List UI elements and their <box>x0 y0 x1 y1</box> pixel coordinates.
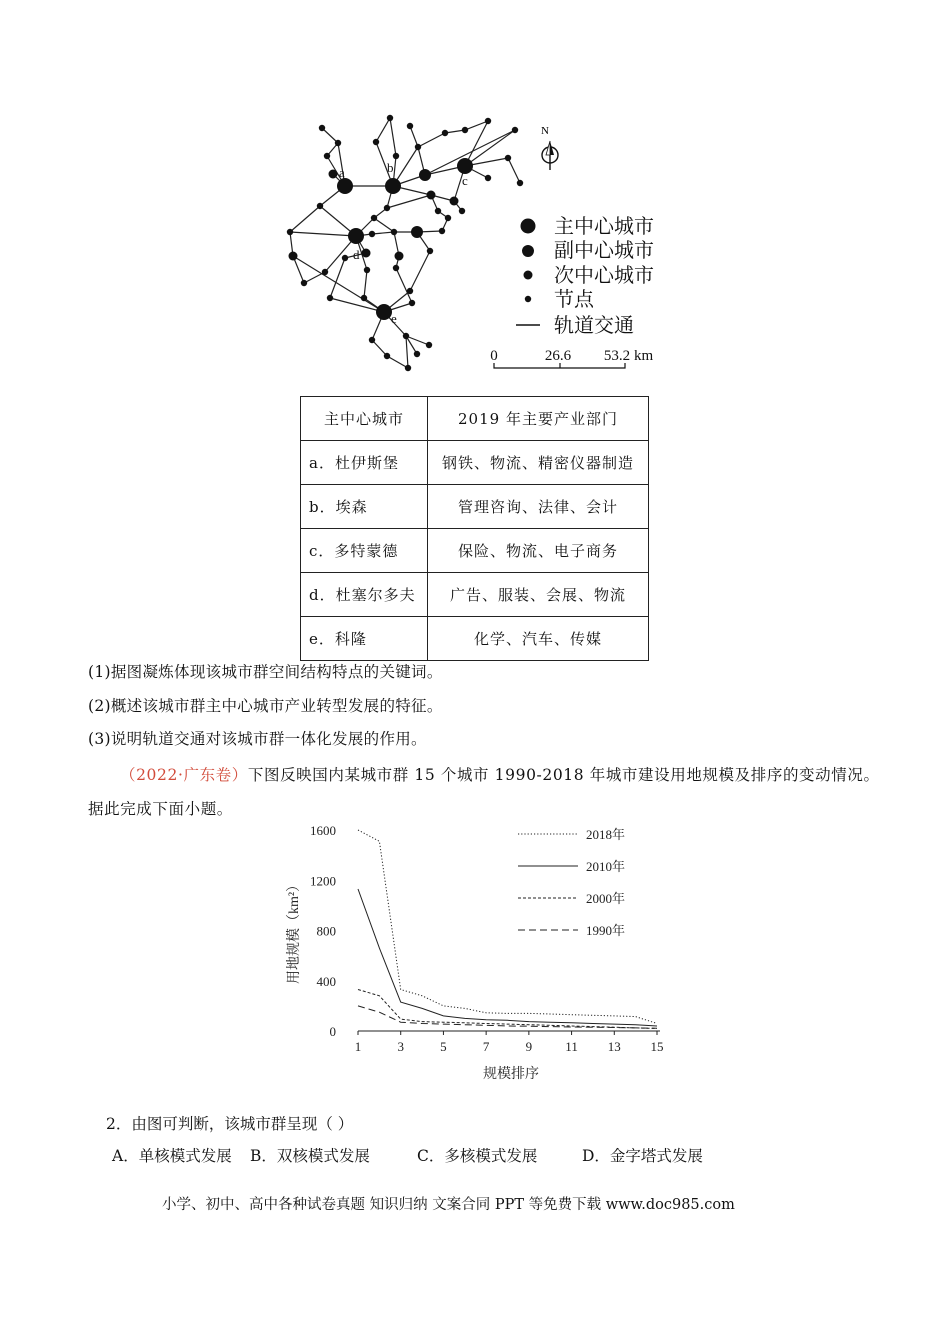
legend-label-sub: 副中心城市 <box>554 240 654 262</box>
table-cell-city: d．杜塞尔多夫 <box>301 573 428 617</box>
y-tick-label: 400 <box>316 973 336 989</box>
legend-label-main: 主中心城市 <box>554 216 654 238</box>
map-node <box>384 205 390 211</box>
legend-dot-tiny-icon <box>525 296 531 302</box>
scale-tick-1: 26.6 <box>544 348 572 364</box>
map-node <box>426 342 432 348</box>
scale-tick-0: 0 <box>490 348 498 364</box>
map-node <box>411 226 423 238</box>
north-label: N <box>541 125 549 137</box>
city-label-a: a <box>339 165 345 180</box>
intro-paragraph <box>120 763 880 785</box>
map-node <box>419 169 431 181</box>
chart-legend <box>518 827 625 938</box>
rail-segment <box>372 340 387 356</box>
x-tick-label: 11 <box>565 1039 578 1054</box>
table-cell-city: e．科隆 <box>301 617 428 661</box>
map-node <box>384 353 390 359</box>
rail-segment <box>372 232 394 234</box>
map-node <box>391 229 397 235</box>
map-node <box>435 208 441 214</box>
option-d[interactable]: D．金字塔式发展 <box>582 1147 703 1165</box>
city-d-node <box>348 228 364 244</box>
table-header-row <box>301 397 649 441</box>
map-node <box>361 295 367 301</box>
legend-label: 1990年 <box>586 923 626 938</box>
rail-segment <box>390 118 396 156</box>
map-node <box>405 365 411 371</box>
x-tick-label: 15 <box>650 1039 664 1054</box>
legend-label: 2018年 <box>586 827 626 842</box>
map-node <box>289 252 298 261</box>
table-cell-industry: 钢铁、物流、精密仪器制造 <box>428 441 649 485</box>
table-header-industry: 2019 年主要产业部门 <box>428 397 649 441</box>
rail-segment <box>364 270 367 298</box>
x-tick-label: 5 <box>440 1039 447 1054</box>
industry-table <box>300 396 649 661</box>
x-tick-label: 13 <box>607 1039 621 1054</box>
rail-segment <box>376 118 390 142</box>
table-row <box>301 485 649 529</box>
map-node <box>393 265 399 271</box>
question-1: (1)据图凝炼体现该城市群空间结构特点的关键词。 <box>88 663 443 681</box>
map-node <box>439 228 445 234</box>
y-tick-label: 1600 <box>310 823 336 838</box>
legend-label-secondary: 次中心城市 <box>554 265 654 287</box>
intro-text: 下图反映国内某城市群 15 个城市 1990-2018 年城市建设用地规模及排序的变动情况。 <box>247 766 880 784</box>
option-a[interactable]: A．单核模式发展 <box>112 1147 232 1165</box>
map-node <box>485 118 491 124</box>
table-cell-industry: 管理咨询、法律、会计 <box>428 485 649 529</box>
question-2-stem: 2．由图可判断，该城市群呈现（ ） <box>106 1115 354 1133</box>
x-tick-label: 7 <box>482 1039 490 1054</box>
map-node <box>287 229 293 235</box>
city-cluster-map <box>270 108 690 383</box>
chart-axes <box>358 1031 660 1035</box>
scale-tick-2: 53.2 <box>603 348 631 364</box>
x-tick-label: 1 <box>354 1039 362 1054</box>
map-node <box>427 248 433 254</box>
map-node <box>393 153 399 159</box>
legend-label: 2010年 <box>586 859 626 874</box>
map-node <box>407 123 413 129</box>
legend-dot-large-icon <box>521 219 536 234</box>
rail-segment <box>396 268 412 303</box>
rail-segment <box>387 356 408 368</box>
rail-segment <box>387 195 431 208</box>
table-cell-industry: 保险、物流、电子商务 <box>428 529 649 573</box>
map-node <box>322 269 328 275</box>
map-node <box>329 170 338 179</box>
question-3: (3)说明轨道交通对该城市群一体化发展的作用。 <box>88 730 427 748</box>
table-row <box>301 573 649 617</box>
option-c[interactable]: C．多核模式发展 <box>417 1147 538 1165</box>
rail-segment <box>290 232 356 236</box>
table-cell-city: c．多特蒙德 <box>301 529 428 573</box>
question-2: (2)概述该城市群主中心城市产业转型发展的特征。 <box>88 697 443 715</box>
y-tick-label: 1200 <box>310 873 336 889</box>
rail-segment <box>508 158 520 183</box>
map-node <box>407 288 413 294</box>
map-node <box>371 215 377 221</box>
map-node <box>442 130 448 136</box>
rail-segment <box>406 336 408 368</box>
map-node <box>301 280 307 286</box>
chart-y-axis-label: 用地规模（km²） <box>287 877 302 985</box>
table-row <box>301 529 649 573</box>
land-use-chart <box>280 816 680 1091</box>
city-label-e: e <box>391 311 397 326</box>
map-node <box>327 295 333 301</box>
map-node <box>462 127 468 133</box>
north-arrow-icon <box>541 125 558 170</box>
table-row <box>301 617 649 661</box>
map-node <box>319 125 325 131</box>
map-node <box>364 267 370 273</box>
map-node <box>335 140 341 146</box>
rail-segment <box>410 126 418 147</box>
map-node <box>414 351 420 357</box>
map-node <box>450 197 459 206</box>
city-c-node <box>457 158 473 174</box>
map-node <box>459 208 465 214</box>
series-line-1990年 <box>358 1006 657 1028</box>
city-label-b: b <box>387 160 394 175</box>
rail-segment <box>330 298 384 312</box>
city-nodes <box>287 115 523 371</box>
scale-unit: km <box>634 348 654 364</box>
legend-dot-medium-icon <box>522 245 534 257</box>
map-node <box>409 300 415 306</box>
map-node <box>403 333 409 339</box>
x-tick-label: 9 <box>525 1039 533 1054</box>
map-legend <box>516 215 654 337</box>
table-header-city: 主中心城市 <box>301 397 428 441</box>
city-b-node <box>385 178 401 194</box>
map-node <box>427 191 436 200</box>
intro-source: （2022·广东卷） <box>120 766 248 784</box>
intro-paragraph-2: 据此完成下面小题。 <box>88 800 233 818</box>
map-node <box>395 252 404 261</box>
map-node <box>369 231 375 237</box>
map-node <box>387 115 393 121</box>
city-a-node <box>337 178 353 194</box>
x-tick-label: 3 <box>397 1039 404 1054</box>
map-node <box>517 180 523 186</box>
rail-segment <box>322 128 338 143</box>
table-cell-industry: 广告、服装、会展、物流 <box>428 573 649 617</box>
city-e-node <box>376 304 392 320</box>
rail-segment <box>418 133 445 147</box>
map-node <box>362 249 371 258</box>
map-node <box>445 215 451 221</box>
table-cell-city: b．埃森 <box>301 485 428 529</box>
table-cell-city: a．杜伊斯堡 <box>301 441 428 485</box>
map-node <box>324 153 330 159</box>
map-node <box>342 255 348 261</box>
option-b[interactable]: B．双核模式发展 <box>250 1147 370 1165</box>
legend-label-node: 节点 <box>554 289 594 311</box>
map-node <box>373 139 379 145</box>
y-tick-label: 800 <box>316 923 336 939</box>
city-label-d: d <box>353 247 360 262</box>
map-node <box>485 175 491 181</box>
scale-bar <box>490 348 653 368</box>
legend-dot-small-icon <box>524 271 533 280</box>
series-line-2010年 <box>358 889 657 1026</box>
map-node <box>512 127 518 133</box>
map-node <box>505 155 511 161</box>
map-node <box>369 337 375 343</box>
y-tick-label: 0 <box>329 1024 336 1039</box>
rail-segment <box>410 251 430 291</box>
legend-label-rail: 轨道交通 <box>554 315 634 337</box>
map-node <box>317 203 323 209</box>
rail-segment <box>290 206 320 232</box>
map-node <box>415 144 421 150</box>
city-label-c: c <box>462 173 468 188</box>
rail-segment <box>374 218 394 232</box>
chart-x-axis-label: 规模排序 <box>483 1067 539 1082</box>
table-cell-industry: 化学、汽车、传媒 <box>428 617 649 661</box>
table-row <box>301 441 649 485</box>
page-footer: 小学、初中、高中各种试卷真题 知识归纳 文案合同 PPT 等免费下载 www.doc985.com <box>162 1197 735 1213</box>
legend-label: 2000年 <box>586 891 626 906</box>
